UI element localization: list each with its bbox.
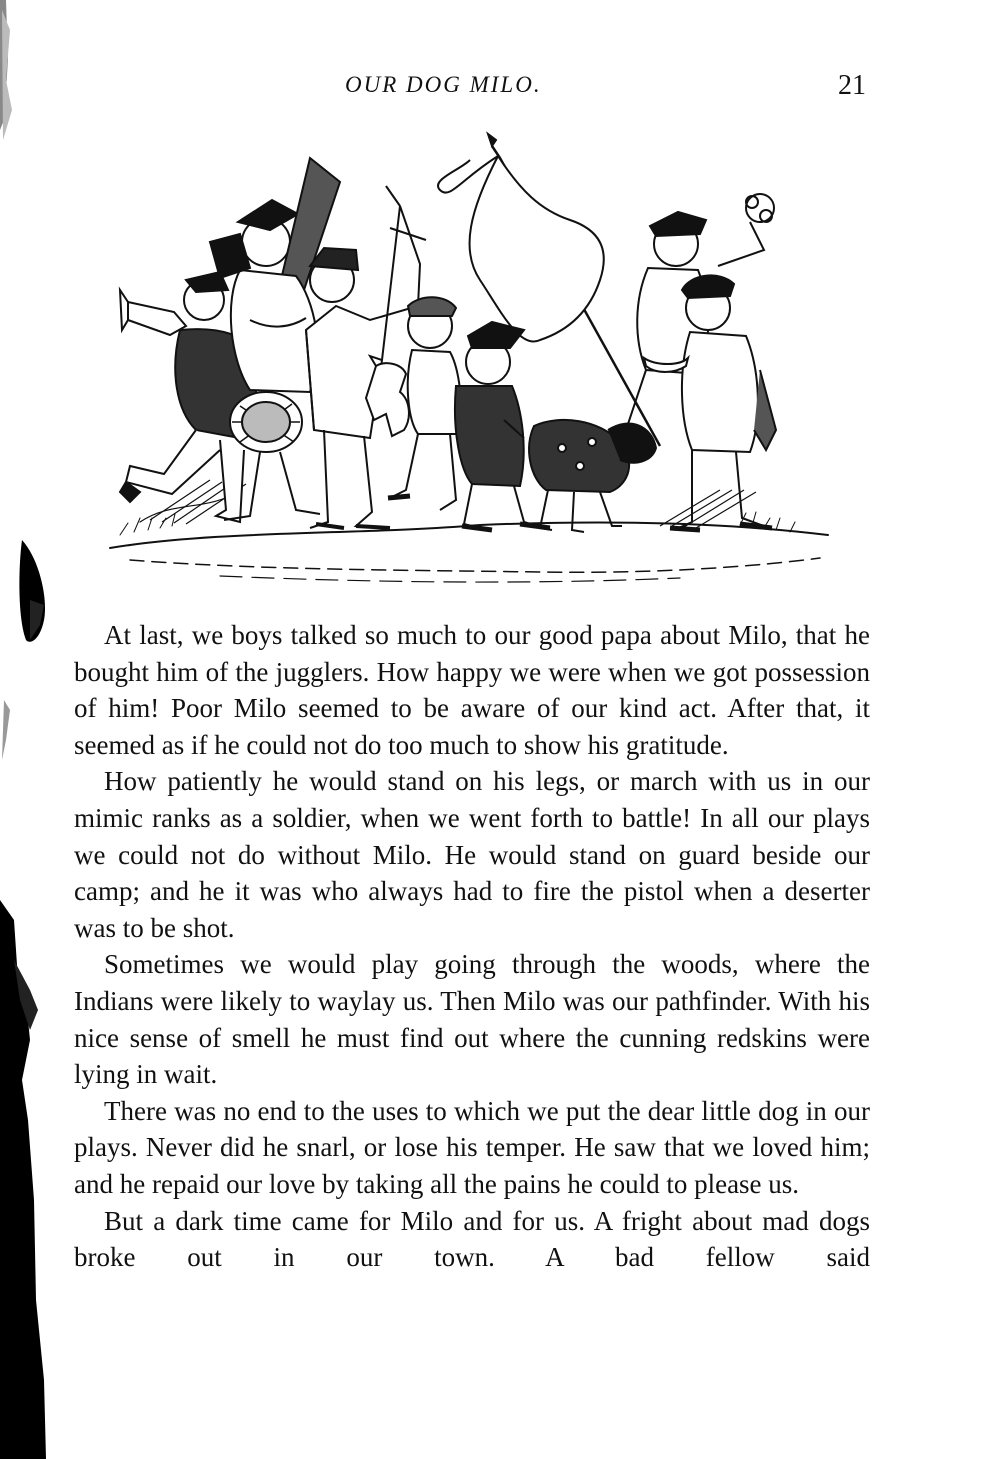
- page-number: 21: [838, 70, 866, 101]
- paragraph: Sometimes we would play going through the woods, where the Indians were likely to waylay us. Then Milo was our pathfinder. With his nice sense of smell he must find out where the cunning redskins were lying in wait.: [74, 949, 870, 1090]
- body-text: [74, 617, 870, 1276]
- engraving-illustration: [100, 130, 840, 590]
- scan-edge-shadow: [0, 0, 46, 1459]
- running-title: OUR DOG MILO.: [345, 72, 542, 97]
- paragraph: There was no end to the uses to which we put the dear little dog in our plays. Never did he snarl, or lose his temper. He saw that we loved him; and he repaid our love by taking all the pains he could to please us.: [74, 1095, 870, 1199]
- paragraph: How patiently he would stand on his legs, or march with us in our mimic ranks as a soldier, when we went forth to battle! In all our plays we could not do without Milo. He would stand on guard beside our camp; and he it was who always had to fire the pistol when a deserter was to be shot.: [74, 766, 870, 943]
- paragraph: But a dark time came for Milo and for us. A fright about mad dogs broke out in our town. A bad fellow said: [74, 1205, 870, 1273]
- paragraph: At last, we boys talked so much to our good papa about Milo, that he bought him of the jugglers. How happy we were when we got possession of him! Poor Milo seemed to be aware of our kind act. After that, it seemed as if he could not do too much to show his gratitude.: [74, 620, 870, 760]
- running-head: [0, 66, 1000, 106]
